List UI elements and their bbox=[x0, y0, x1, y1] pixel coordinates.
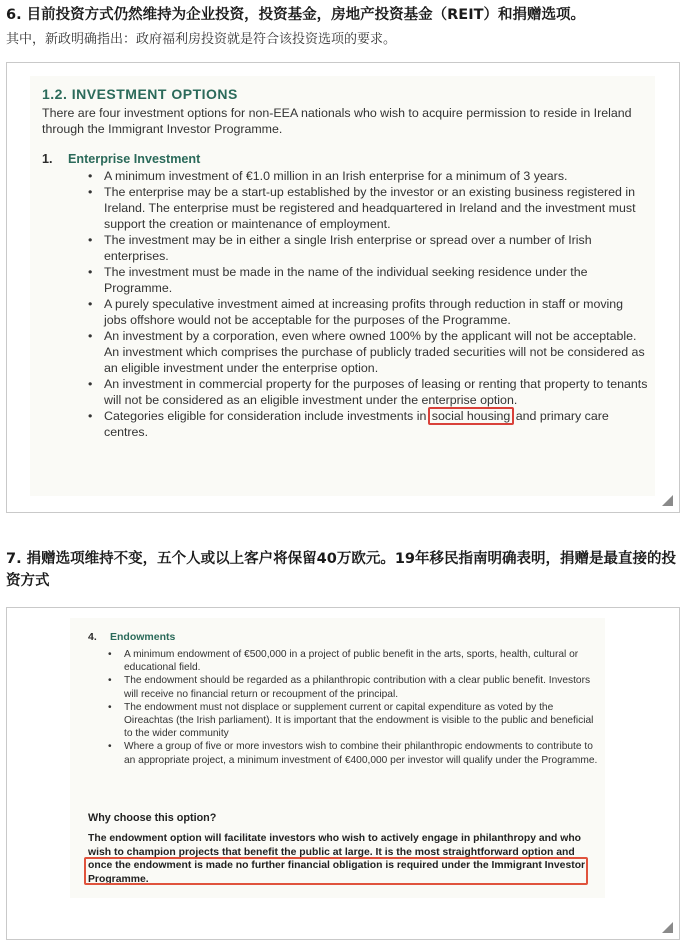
enterprise-bullet-list bbox=[88, 168, 648, 440]
list-item: • A minimum investment of €1.0 million in an Irish enterprise for a minimum of 3 years. bbox=[88, 168, 648, 184]
document-section-title: 1.2. INVESTMENT OPTIONS bbox=[42, 86, 238, 102]
subhead-number: 4. bbox=[88, 631, 97, 643]
subhead-number: 1. bbox=[42, 152, 53, 166]
section-6-heading: 6. 目前投资方式仍然维持为企业投资，投资基金，房地产投资基金（REIT）和捐赠选项。 bbox=[6, 7, 585, 23]
document-endowments bbox=[70, 618, 605, 898]
list-item: • An investment in commercial property for the purposes of leasing or renting that property to tenants will not be considered as an eligible investment under the enterprise option. bbox=[88, 376, 648, 408]
list-item: • The endowment must not displace or supplement current or capital expenditure as voted by the Oireachtas (the Irish parliament). It is important that the endowment is visible to the public and beneficial to the wider community bbox=[108, 701, 598, 741]
section-6-subline: 其中，新政明确指出：政府福利房投资就是符合该投资选项的要求。 bbox=[6, 32, 397, 47]
list-item: • The investment must be made in the name of the individual seeking residence under the Programme. bbox=[88, 264, 648, 296]
social-housing-highlight: social housing bbox=[428, 407, 515, 425]
list-item: • The investment may be in either a single Irish enterprise or spread over a number of Irish enterprises. bbox=[88, 232, 648, 264]
subhead-label: Endowments bbox=[110, 631, 176, 643]
list-item: • Where a group of five or more investors wish to combine their philanthropic endowments to contribute to an appropriate project, a minimum investment of €400,000 per investor will qualify under the Programme. bbox=[108, 740, 598, 766]
straightforward-highlight bbox=[84, 857, 588, 885]
endowments-subhead bbox=[88, 631, 175, 643]
list-item: • The enterprise may be a start-up established by the investor or an existing business registered in Ireland. The enterprise must be registered and headquartered in Ireland and the investment must support the creation or maintenance of employment. bbox=[88, 184, 648, 232]
list-item: • A minimum endowment of €500,000 in a project of public benefit in the arts, sports, health, cultural or educational field. bbox=[108, 648, 598, 674]
list-item-text: and primary care centres. bbox=[104, 409, 609, 439]
list-item: • An investment by a corporation, even where owned 100% by the applicant will not be acceptable. An investment which comprises the purchase of publicly traded securities will not be considered as an eligible investment under the enterprise option. bbox=[88, 328, 648, 376]
endowment-bullet-list bbox=[108, 648, 598, 767]
answer-text: The endowment option will facilitate investors who wish to actively engage in philanthropy and who wish to champion projects that benefit the public at large. It is the most straightforward option and once the endowment is made no further financial obligation is required under the Immigrant Investor Programme. bbox=[88, 833, 586, 885]
list-item bbox=[88, 408, 648, 440]
resize-grip-icon[interactable] bbox=[662, 922, 673, 933]
document-investment-options bbox=[30, 76, 655, 496]
list-item: • The endowment should be regarded as a philanthropic contribution with a clear public benefit. Investors will receive no financial return or recoupment of the principal. bbox=[108, 674, 598, 700]
list-item-text: Categories eligible for consideration include investments in bbox=[104, 409, 430, 423]
resize-grip-icon[interactable] bbox=[662, 495, 673, 506]
enterprise-investment-subhead bbox=[42, 152, 200, 166]
subhead-label: Enterprise Investment bbox=[68, 152, 201, 166]
document-intro: There are four investment options for non-EEA nationals who wish to acquire permission to reside in Ireland through the Immigrant Investor Programme. bbox=[42, 106, 632, 136]
why-choose-title: Why choose this option? bbox=[88, 812, 217, 824]
section-7-heading: 7. 捐赠选项维持不变，五个人或以上客户将保留40万欧元。19年移民指南明确表明，捐赠是最直接的投资方式 bbox=[6, 551, 676, 589]
why-choose-answer bbox=[88, 832, 593, 886]
list-item: • A purely speculative investment aimed at increasing profits through reduction in staff or moving jobs offshore would not be acceptable for the purposes of the Programme. bbox=[88, 296, 648, 328]
